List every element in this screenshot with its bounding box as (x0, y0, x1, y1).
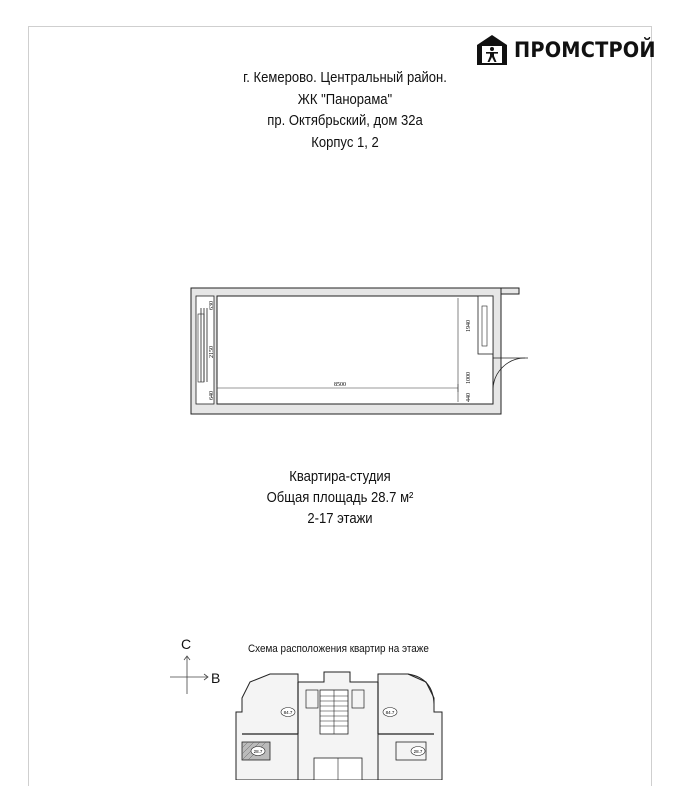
address-complex: ЖК "Панорама" (297, 91, 393, 108)
brand-logo (476, 34, 668, 66)
house-person-icon (476, 34, 508, 66)
compass-east-label: В (211, 670, 221, 686)
dim-right-mid: 1000 (466, 372, 472, 384)
apartment-info (230, 467, 450, 530)
compass-arrows-icon (166, 636, 226, 696)
dim-length: 8500 (334, 382, 346, 388)
address-block (200, 68, 490, 154)
scheme-label-3: 28.7 (253, 748, 263, 754)
dim-top-left: 630 (209, 301, 215, 310)
address-city: г. Кемерово. Центральный район. (243, 70, 447, 86)
floor-scheme (228, 668, 456, 780)
apartment-area: Общая площадь 28.7 м² (266, 490, 414, 506)
compass-north-label: С (181, 636, 192, 652)
dim-bottom-left: 640 (209, 391, 215, 400)
dim-left-mid: 2150 (209, 346, 215, 358)
brand-name: ПРОМСТРОЙ (514, 38, 656, 62)
scheme-title: Схема расположения квартир на этаже (248, 643, 429, 655)
compass (166, 636, 226, 696)
scheme-label-2: 84.7 (385, 709, 395, 715)
address-building: Корпус 1, 2 (311, 134, 379, 151)
scheme-label-1: 84.7 (283, 709, 293, 715)
apartment-type: Квартира-студия (289, 469, 391, 485)
dim-right-top: 1940 (466, 320, 472, 332)
address-street: пр. Октябрьский, дом 32а (267, 113, 423, 129)
apartment-floors: 2-17 этажи (307, 511, 373, 527)
scheme-label-4: 28.7 (413, 748, 423, 754)
floor-plan (188, 284, 534, 418)
dim-right-bottom: 440 (466, 393, 472, 402)
